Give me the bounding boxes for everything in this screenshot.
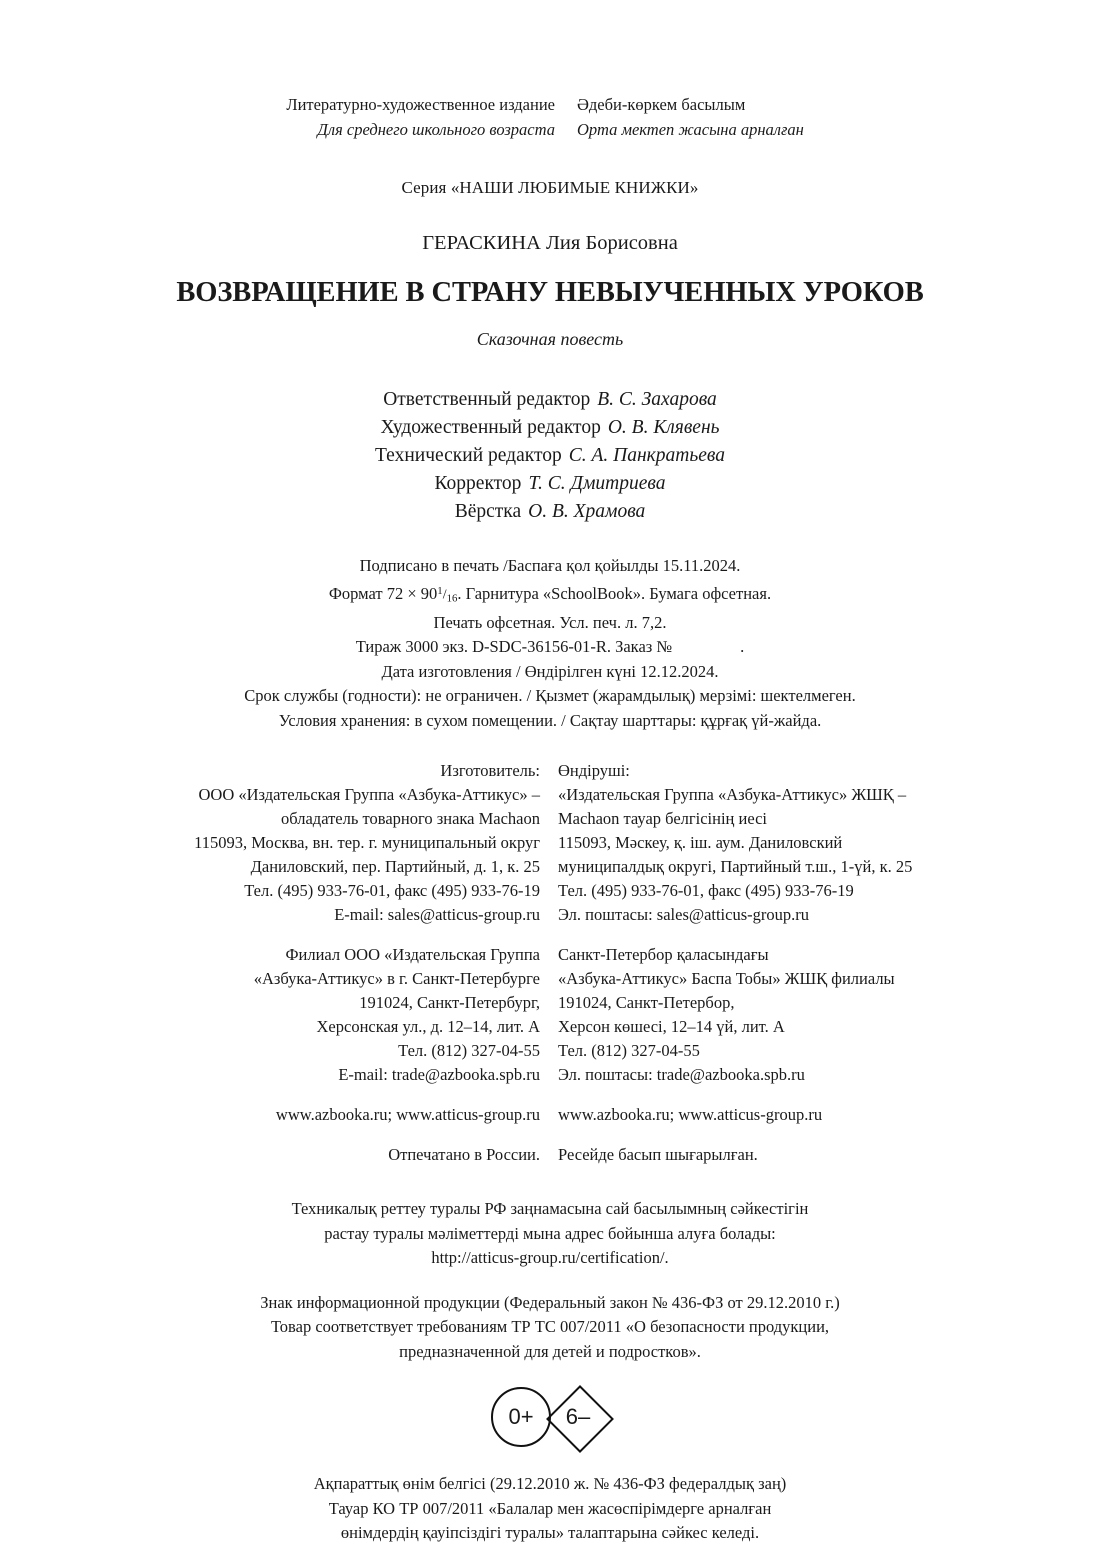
branch-line-ru: 191024, Санкт-Петербург, <box>359 993 540 1013</box>
author-name: ГЕРАСКИНА Лия Борисовна <box>422 232 678 254</box>
certification-line: растау туралы мәліметтерді мына адрес бойынша алуға болады: <box>324 1223 776 1243</box>
block-divider <box>130 1127 970 1143</box>
branch-line-kk: «Азбука-Аттикус» Баспа Тобы» ЖШҚ филиалы <box>558 969 895 989</box>
age-rating-marks <box>130 1386 970 1448</box>
conformity-block-kk <box>130 1472 970 1546</box>
col-spacer <box>540 1103 558 1127</box>
info-sign-block <box>130 1291 970 1365</box>
manufacturer-label-ru: Изготовитель: <box>440 761 540 781</box>
staff-role: Художественный редактор <box>380 417 601 438</box>
col-spacer <box>540 879 558 903</box>
manufacturer-line-ru: 115093, Москва, вн. тер. г. муниципальный округ <box>194 833 540 853</box>
info-sign-line: предназначенной для детей и подростков». <box>399 1341 701 1361</box>
printed-in-block <box>130 1143 970 1167</box>
print-run-end: . <box>740 637 745 657</box>
branch-line-ru: Филиал ООО «Издательская Группа <box>285 945 540 965</box>
branch-phone-kk: Тел. (812) 327-04-55 <box>558 1041 700 1061</box>
series-name: Серия «НАШИ ЛЮБИМЫЕ КНИЖКИ» <box>401 178 699 197</box>
book-title: ВОЗВРАЩЕНИЕ В СТРАНУ НЕВЫУЧЕННЫХ УРОКОВ <box>176 277 924 308</box>
staff-role: Вёрстка <box>454 501 522 522</box>
manufacturer-block <box>130 759 970 927</box>
format-fraction: $^1/_{16}$ <box>437 584 458 605</box>
conformity-line: Ақпараттық өнім белгісі (29.12.2010 ж. № 436-ФЗ федералдық заң) <box>313 1474 787 1494</box>
imprint-block <box>130 554 970 733</box>
manufacture-date: Дата изготовления / Өндірілген күні 12.12.2024. <box>381 661 719 681</box>
block-divider <box>130 927 970 943</box>
manufacturer-phone-ru: Тел. (495) 933-76-01, факс (495) 933-76-19 <box>244 881 540 901</box>
service-life: Срок службы (годности): не ограничен. / Қызмет (жарамдылық) мерзімі: шектелмеген. <box>244 686 856 706</box>
age-rating-circle-icon <box>491 1387 551 1447</box>
manufacturer-line-kk: муниципалдық округі, Партийный т.ш., 1-үй, к. 25 <box>558 857 913 877</box>
branch-line-kk: Санкт-Петербор қаласындағы <box>558 945 769 965</box>
format-suffix: . Гарнитура «SchoolBook». Бумага офсетная. <box>457 583 772 603</box>
age-rating-diamond-label: 6– <box>565 1404 591 1430</box>
col-spacer <box>540 943 558 967</box>
manufacturer-line-kk: 115093, Мәскеу, қ. іш. аум. Даниловский <box>558 833 843 853</box>
edition-type-kk: Әдеби-көркем басылым <box>577 95 746 114</box>
col-spacer <box>540 1015 558 1039</box>
printed-in-kk: Ресейде басып шығарылған. <box>558 1145 758 1165</box>
staff-row <box>130 498 970 526</box>
printed-in-ru: Отпечатано в России. <box>388 1145 540 1165</box>
staff-person: Т. С. Дмитриева <box>528 473 666 494</box>
age-rating-diamond-icon <box>547 1386 609 1448</box>
col-spacer <box>540 855 558 879</box>
edition-heading <box>235 92 970 142</box>
branch-line-ru: «Азбука-Аттикус» в г. Санкт-Петербурге <box>253 969 540 989</box>
certification-line: Техникалық реттеу туралы РФ заңнамасына сай басылымның сәйкестігін <box>291 1199 809 1219</box>
website-block <box>130 1103 970 1127</box>
certification-url[interactable]: http://atticus-group.ru/certification/. <box>431 1248 669 1268</box>
col-spacer <box>540 759 558 783</box>
manufacturer-line-kk: «Издательская Группа «Азбука-Аттикус» ЖШҚ – <box>558 785 907 805</box>
edition-audience-ru: Для среднего школьного возраста <box>317 120 555 139</box>
manufacturer-line-ru: Даниловский, пер. Партийный, д. 1, к. 25 <box>250 857 540 877</box>
staff-person: О. В. Храмова <box>528 501 646 522</box>
format-denominator: 16 <box>446 592 458 605</box>
edition-type-ru: Литературно-художественное издание <box>286 95 555 114</box>
staff-credits <box>130 386 970 526</box>
signed-to-print: Подписано в печать /Баспаға қол қойылды 15.11.2024. <box>359 556 741 575</box>
manufacturer-email-ru: E-mail: sales@atticus-group.ru <box>334 905 540 925</box>
format-prefix: Формат 72 × 90 <box>328 583 438 603</box>
col-spacer <box>540 1143 558 1167</box>
format-numerator: 1 <box>437 584 443 597</box>
website-kk[interactable]: www.azbooka.ru; www.atticus-group.ru <box>558 1105 823 1125</box>
col-spacer <box>540 903 558 927</box>
staff-person: О. В. Клявень <box>607 417 720 438</box>
col-spacer <box>540 967 558 991</box>
branch-block <box>130 943 970 1087</box>
manufacturer-line-ru: ООО «Издательская Группа «Азбука-Аттикус» – <box>198 785 540 805</box>
staff-role: Корректор <box>434 473 522 494</box>
branch-line-ru: Херсонская ул., д. 12–14, лит. А <box>316 1017 540 1037</box>
manufacturer-line-ru: обладатель товарного знака Machaon <box>281 809 540 829</box>
manufacturer-phone-kk: Тел. (495) 933-76-01, факс (495) 933-76-19 <box>558 881 854 901</box>
branch-line-kk: 191024, Санкт-Петербор, <box>558 993 735 1013</box>
col-spacer <box>540 991 558 1015</box>
conformity-line: өнімдердің қауіпсіздігі туралы» талаптарына сәйкес келеді. <box>340 1523 760 1543</box>
printing-method: Печать офсетная. Усл. печ. л. 7,2. <box>433 612 667 632</box>
age-rating-circle-label: 0+ <box>508 1404 534 1430</box>
staff-row <box>130 442 970 470</box>
storage-conditions: Условия хранения: в сухом помещении. / Сақтау шарттары: құрғақ үй-жайда. <box>278 710 822 730</box>
staff-role: Ответственный редактор <box>383 389 591 410</box>
col-spacer <box>540 807 558 831</box>
manufacturer-label-kk: Өндіруші: <box>558 761 630 781</box>
manufacturer-line-kk: Machaon тауар белгісінің иесі <box>558 809 767 829</box>
certification-block <box>130 1197 970 1271</box>
info-sign-line: Товар соответствует требованиям ТР ТС 007/2011 «О безопасности продукции, <box>270 1317 830 1337</box>
branch-email-kk: Эл. поштасы: trade@azbooka.spb.ru <box>558 1065 805 1085</box>
staff-row <box>130 414 970 442</box>
col-spacer <box>540 1063 558 1087</box>
print-run-line <box>130 635 970 660</box>
branch-phone-ru: Тел. (812) 327-04-55 <box>398 1041 540 1061</box>
print-run: Тираж 3000 экз. D-SDC-36156-01-R. Заказ № <box>355 637 673 657</box>
info-sign-line: Знак информационной продукции (Федеральный закон № 436-ФЗ от 29.12.2010 г.) <box>260 1292 840 1312</box>
staff-role: Технический редактор <box>375 445 562 466</box>
branch-email-ru: E-mail: trade@azbooka.spb.ru <box>338 1065 540 1085</box>
col-spacer <box>540 831 558 855</box>
manufacturer-email-kk: Эл. поштасы: sales@atticus-group.ru <box>558 905 809 925</box>
conformity-line: Тауар КО ТР 007/2011 «Балалар мен жасөспірімдерге арналған <box>328 1498 772 1518</box>
heading-spacer-2 <box>555 117 577 142</box>
branch-line-kk: Херсон көшесі, 12–14 үй, лит. А <box>558 1017 785 1037</box>
format-line <box>130 579 970 611</box>
block-divider <box>130 1087 970 1103</box>
edition-audience-kk: Орта мектеп жасына арналған <box>577 120 804 139</box>
staff-row <box>130 470 970 498</box>
book-subtitle: Сказочная повесть <box>476 329 624 349</box>
website-ru[interactable]: www.azbooka.ru; www.atticus-group.ru <box>275 1105 540 1125</box>
heading-spacer-1 <box>555 92 577 117</box>
staff-row <box>130 386 970 414</box>
col-spacer <box>540 1039 558 1063</box>
col-spacer <box>540 783 558 807</box>
staff-person: В. С. Захарова <box>597 389 717 410</box>
staff-person: С. А. Панкратьева <box>568 445 725 466</box>
